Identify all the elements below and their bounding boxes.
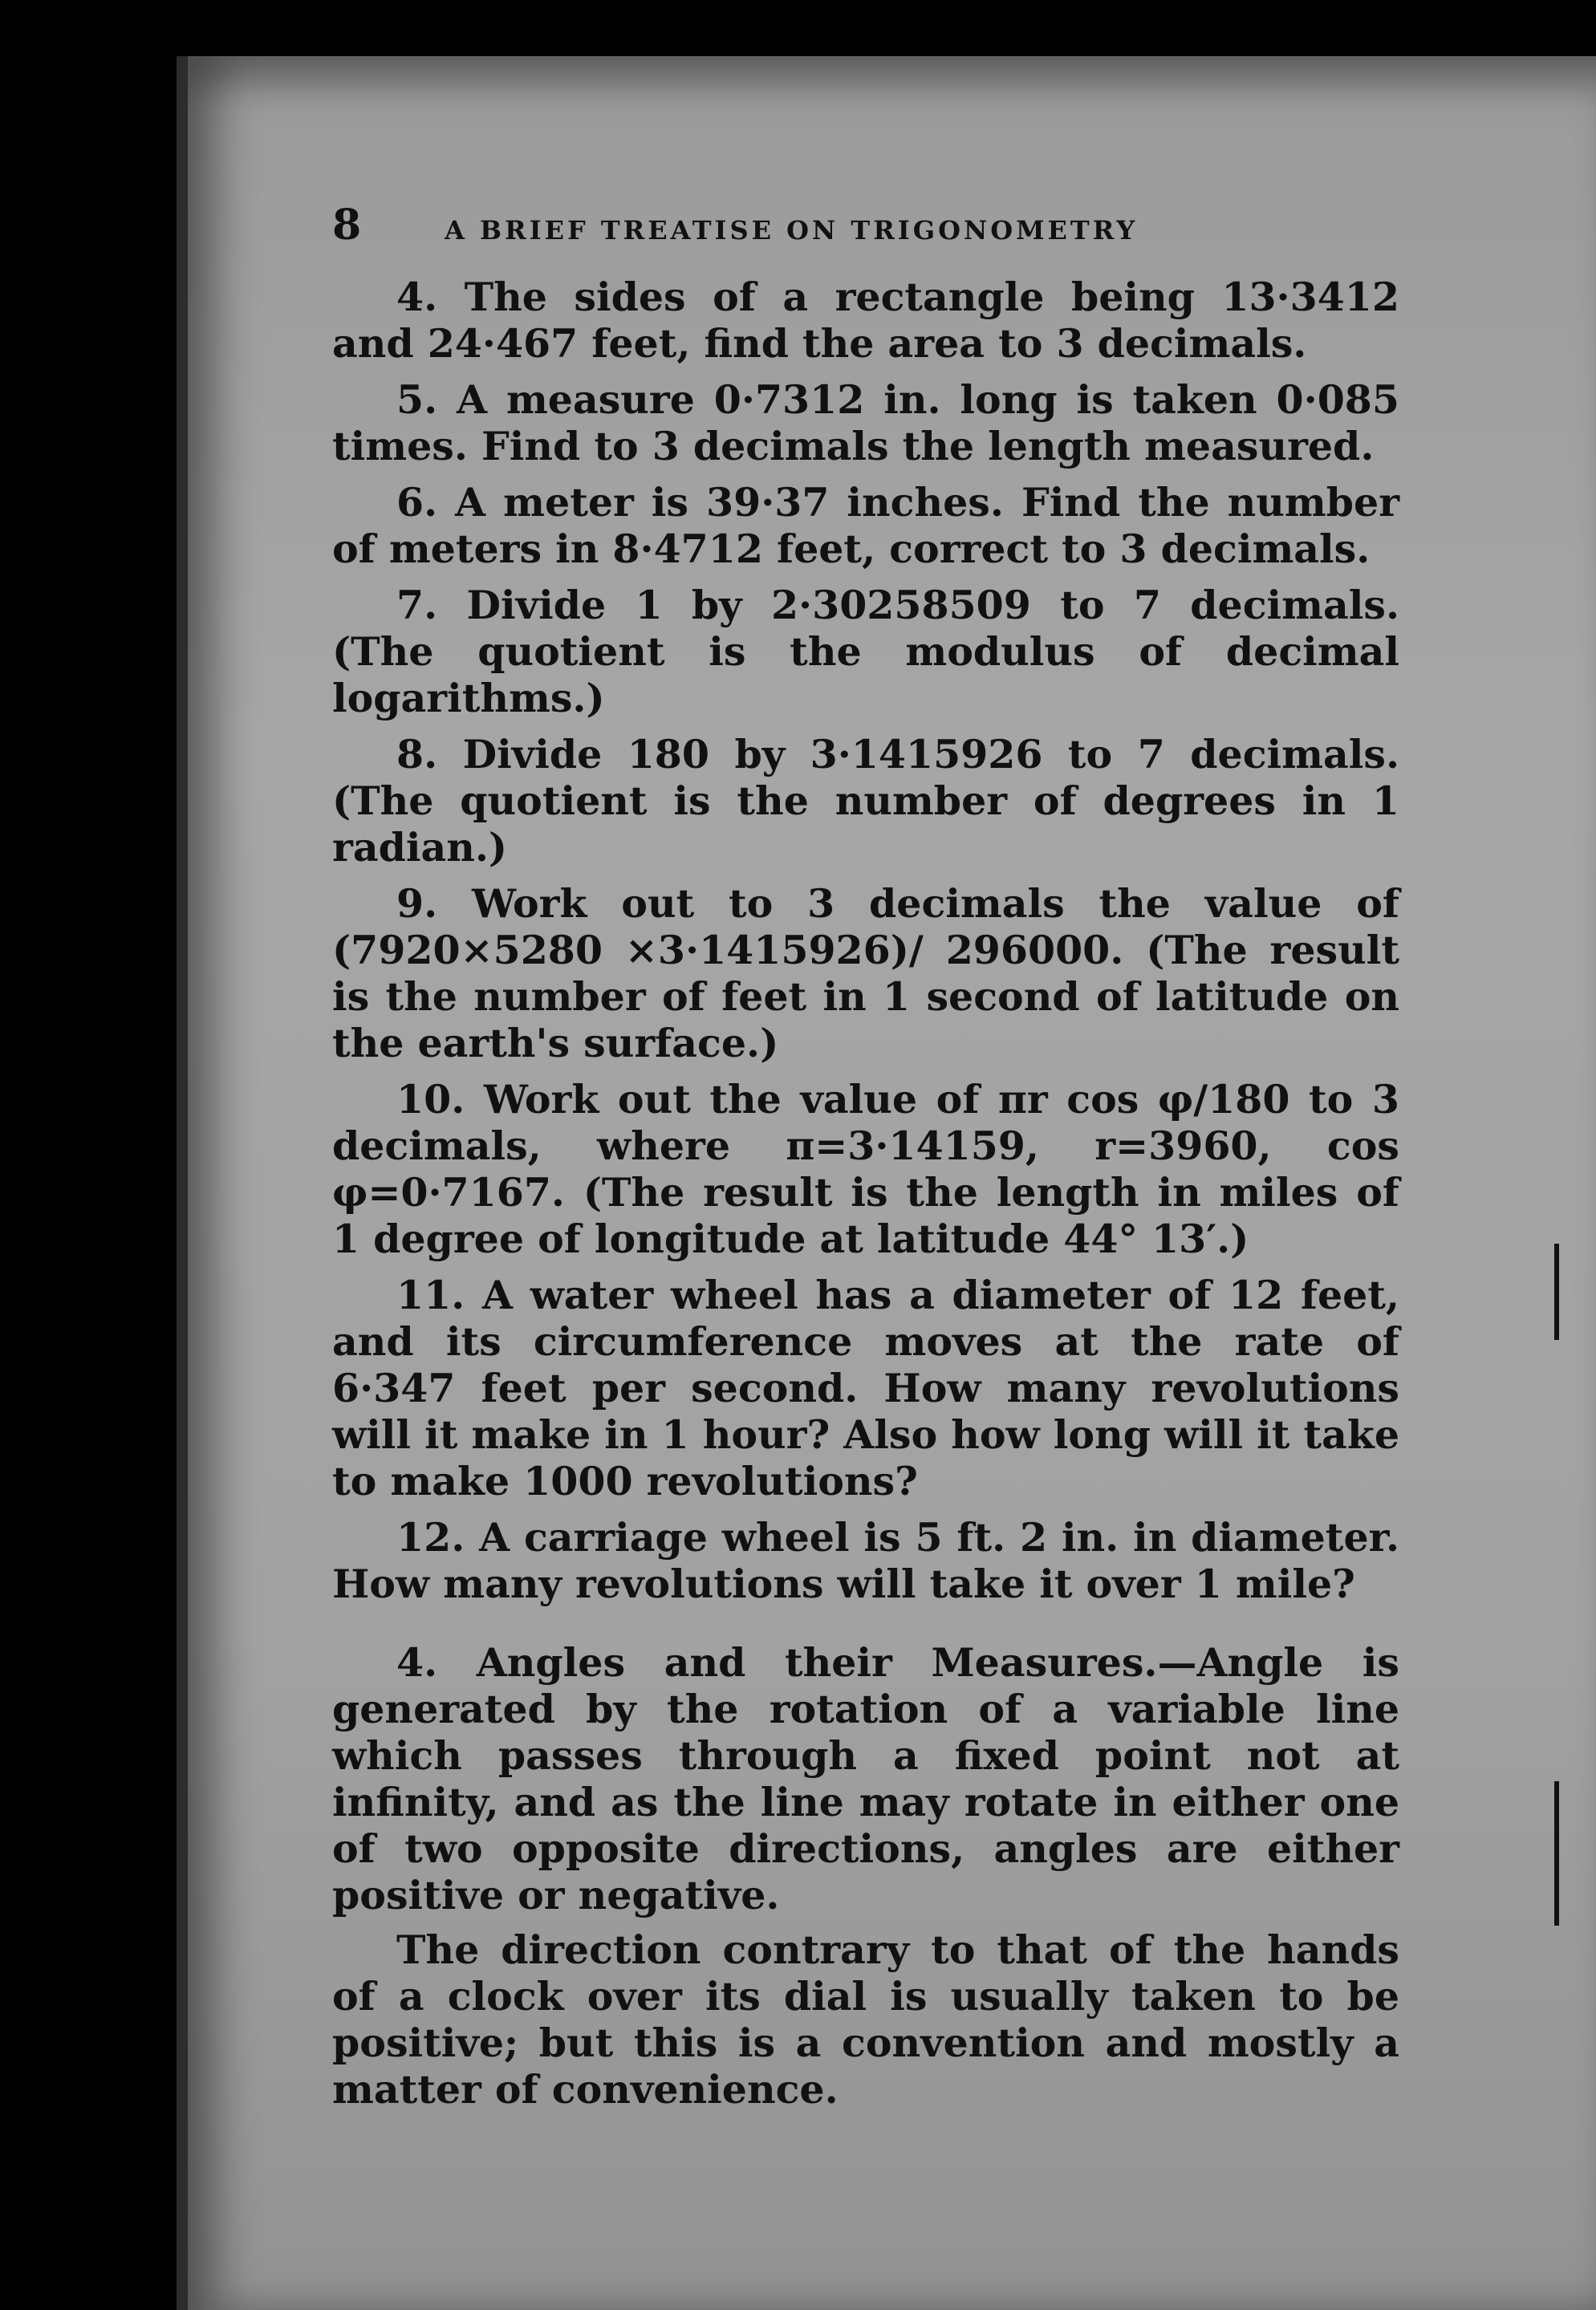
exercise-text: A measure 0·7312 in. long is taken 0·085 times. Find to 3 decimals the length measured. — [332, 376, 1399, 469]
exercise-10 — [332, 1076, 1399, 1262]
exercise-4 — [332, 274, 1399, 367]
exercise-number: 8. — [396, 731, 438, 777]
exercise-7 — [332, 582, 1399, 721]
exercise-number: 7. — [396, 582, 438, 628]
exercise-text: A water wheel has a diameter of 12 feet, and its circumference moves at the rate of 6·347 feet per second. How many revolutions will it make in 1 hour? Also how long will it take to make 1000 revolutions? — [332, 1272, 1400, 1504]
exercise-text: Divide 180 by 3·1415926 to 7 decimals. (The quotient is the number of degrees in 1 radian.) — [332, 731, 1400, 871]
page-edge-mark — [1554, 1781, 1559, 1926]
exercise-text: A meter is 39·37 inches. Find the number of meters in 8·4712 feet, correct to 3 decimals. — [332, 479, 1400, 572]
exercise-number: 12. — [396, 1514, 465, 1561]
paragraph-text: The direction contrary to that of the hands of a clock over its dial is usually taken to be positive; but this is a convention and mostly a matter of convenience. — [332, 1926, 1399, 2113]
section-heading: 4. Angles and their Measures. — [396, 1639, 1158, 1686]
section-angles — [332, 1639, 1399, 1918]
exercise-text: Divide 1 by 2·30258509 to 7 decimals. (The quotient is the modulus of decimal logarithms.) — [332, 582, 1400, 721]
exercise-11 — [332, 1272, 1399, 1504]
book-page — [177, 56, 1596, 2310]
exercise-text: Work out the value of πr cos φ/180 to 3 decimals, where π=3·14159, r=3960, cos φ=0·7167. (The result is the length in miles of 1 degree of longitude at latitude 44° 13′.) — [332, 1076, 1399, 1262]
page-number: 8 — [332, 201, 362, 250]
exercise-number: 9. — [396, 880, 438, 927]
exercise-text: The sides of a rectangle being 13·3412 and 24·467 feet, find the area to 3 decimals. — [332, 274, 1399, 367]
exercise-9 — [332, 880, 1399, 1066]
exercise-number: 10. — [396, 1076, 465, 1123]
exercise-number: 5. — [396, 376, 438, 423]
page-edge-mark — [1554, 1244, 1559, 1340]
exercise-5 — [332, 376, 1399, 469]
exercise-text: A carriage wheel is 5 ft. 2 in. in diameter. How many revolutions will take it over 1 mile? — [332, 1514, 1399, 1607]
exercise-12 — [332, 1514, 1399, 1607]
section-text: —Angle is generated by the rotation of a variable line which passes through a fixed point not at infinity, and as the line may rotate in either one of two opposite directions, angles are either positive or negative. — [332, 1639, 1399, 1918]
exercise-8 — [332, 731, 1399, 871]
page-content — [332, 201, 1399, 2113]
paragraph-direction — [332, 1926, 1399, 2113]
exercise-6 — [332, 479, 1399, 572]
exercise-number: 4. — [396, 274, 438, 320]
exercise-number: 11. — [396, 1272, 465, 1318]
page-header — [332, 201, 1399, 250]
exercise-number: 6. — [396, 479, 438, 526]
running-title: A BRIEF TREATISE ON TRIGONOMETRY — [445, 215, 1139, 246]
exercise-text: Work out to 3 decimals the value of (7920×5280 ×3·1415926)/ 296000. (The result is the number of feet in 1 second of latitude on the earth's surface.) — [332, 880, 1399, 1066]
